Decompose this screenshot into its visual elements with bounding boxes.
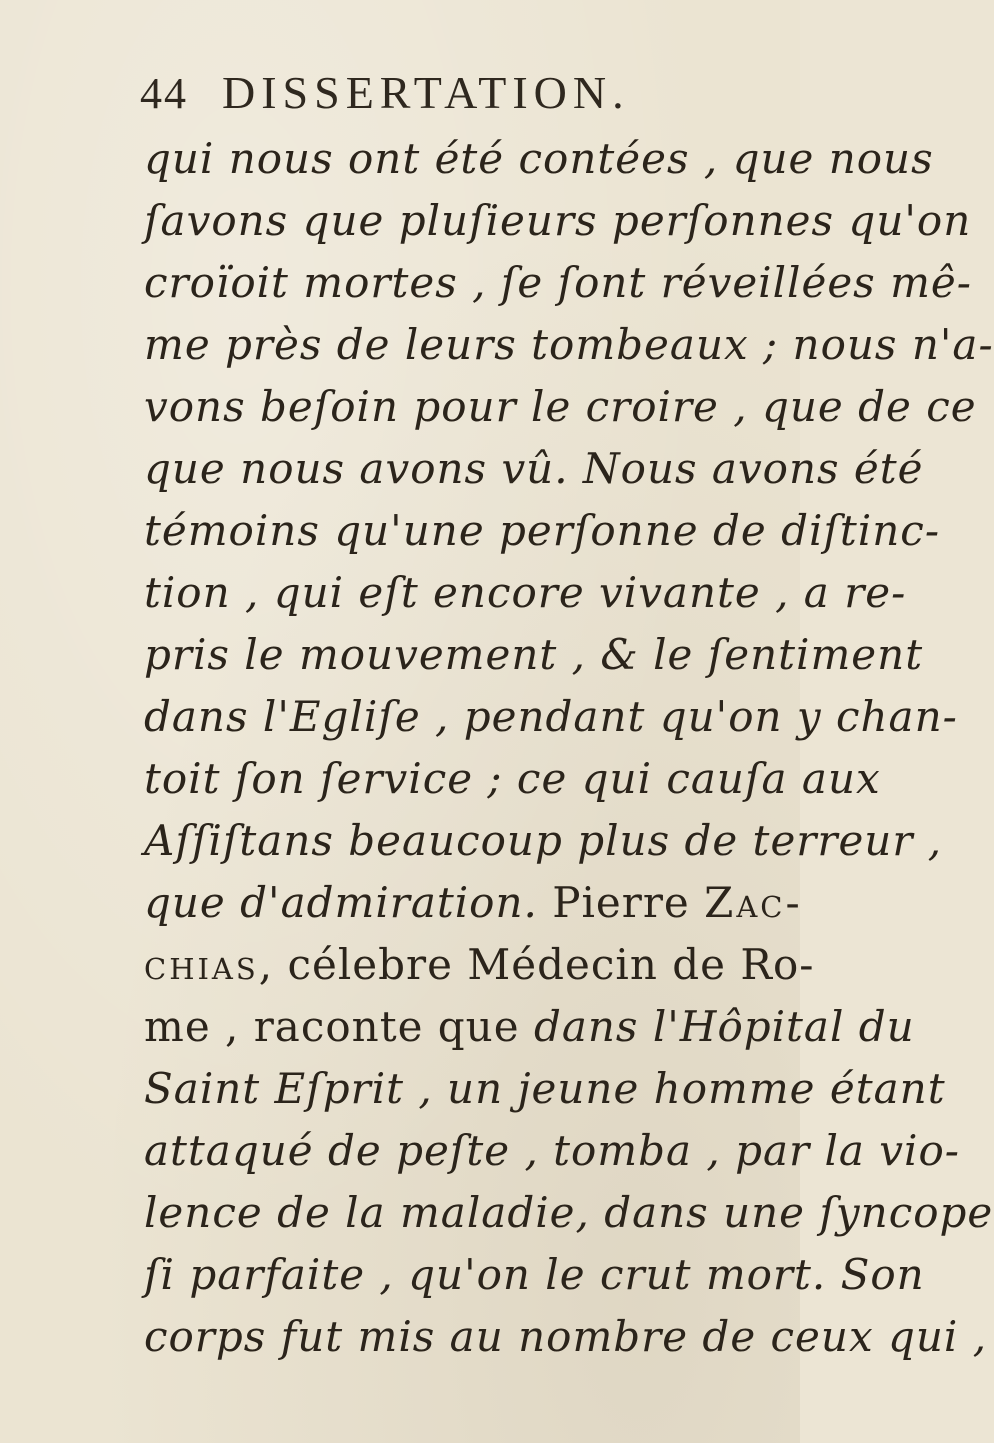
- text-line: vons beſoin pour le croire , que de ce: [144, 382, 977, 431]
- person-name-last: Zac-: [704, 878, 803, 927]
- text-segment: dans l'Hôpital du: [533, 1002, 915, 1051]
- page-header: [140, 66, 720, 128]
- text-line-mixed: [144, 996, 915, 1058]
- text-line: attaqué de peſte , tomba , par la vio-: [144, 1126, 960, 1175]
- text-line: toit ſon ſervice ; ce qui cauſa aux: [144, 754, 881, 803]
- page-number: 44: [140, 69, 188, 118]
- text-line: croïoit mortes , ſe ſont réveillées mê-: [144, 258, 972, 307]
- text-line: Saint Eſprit , un jeune homme étant: [144, 1064, 946, 1113]
- text-segment-roman: me , raconte que: [144, 1002, 520, 1051]
- text-line: dans l'Egliſe , pendant qu'on y chan-: [144, 692, 958, 741]
- person-name-last-cont: chias: [144, 940, 259, 989]
- text-line: qui nous ont été contées , que nous: [144, 134, 934, 183]
- text-line: ſavons que pluſieurs perſonnes qu'on: [144, 196, 972, 245]
- text-line: ſi parfaite , qu'on le crut mort. Son: [144, 1250, 925, 1299]
- text-line: corps fut mis au nombre de ceux qui ,: [144, 1312, 988, 1361]
- text-line: témoins qu'une perſonne de diſtinc-: [144, 506, 941, 555]
- text-line: lence de la maladie, dans une ſyncope: [144, 1188, 994, 1237]
- text-line: tion , qui eſt encore vivante , a re-: [144, 568, 907, 617]
- text-line: pris le mouvement , & le ſentiment: [144, 630, 924, 679]
- text-line: me près de leurs tombeaux ; nous n'a-: [144, 320, 994, 369]
- body-text: [144, 128, 994, 1368]
- text-line: Aſſiſtans beaucoup plus de terreur ,: [144, 816, 943, 865]
- person-name-first: Pierre: [552, 878, 690, 927]
- text-line-roman: [144, 934, 815, 996]
- text-segment-roman: , célebre Médecin de Ro-: [258, 940, 815, 989]
- text-segment: que d'admiration.: [144, 878, 538, 927]
- running-head: DISSERTATION.: [222, 67, 630, 118]
- text-line: que nous avons vû. Nous avons été: [144, 444, 924, 493]
- text-line-mixed: [144, 872, 803, 934]
